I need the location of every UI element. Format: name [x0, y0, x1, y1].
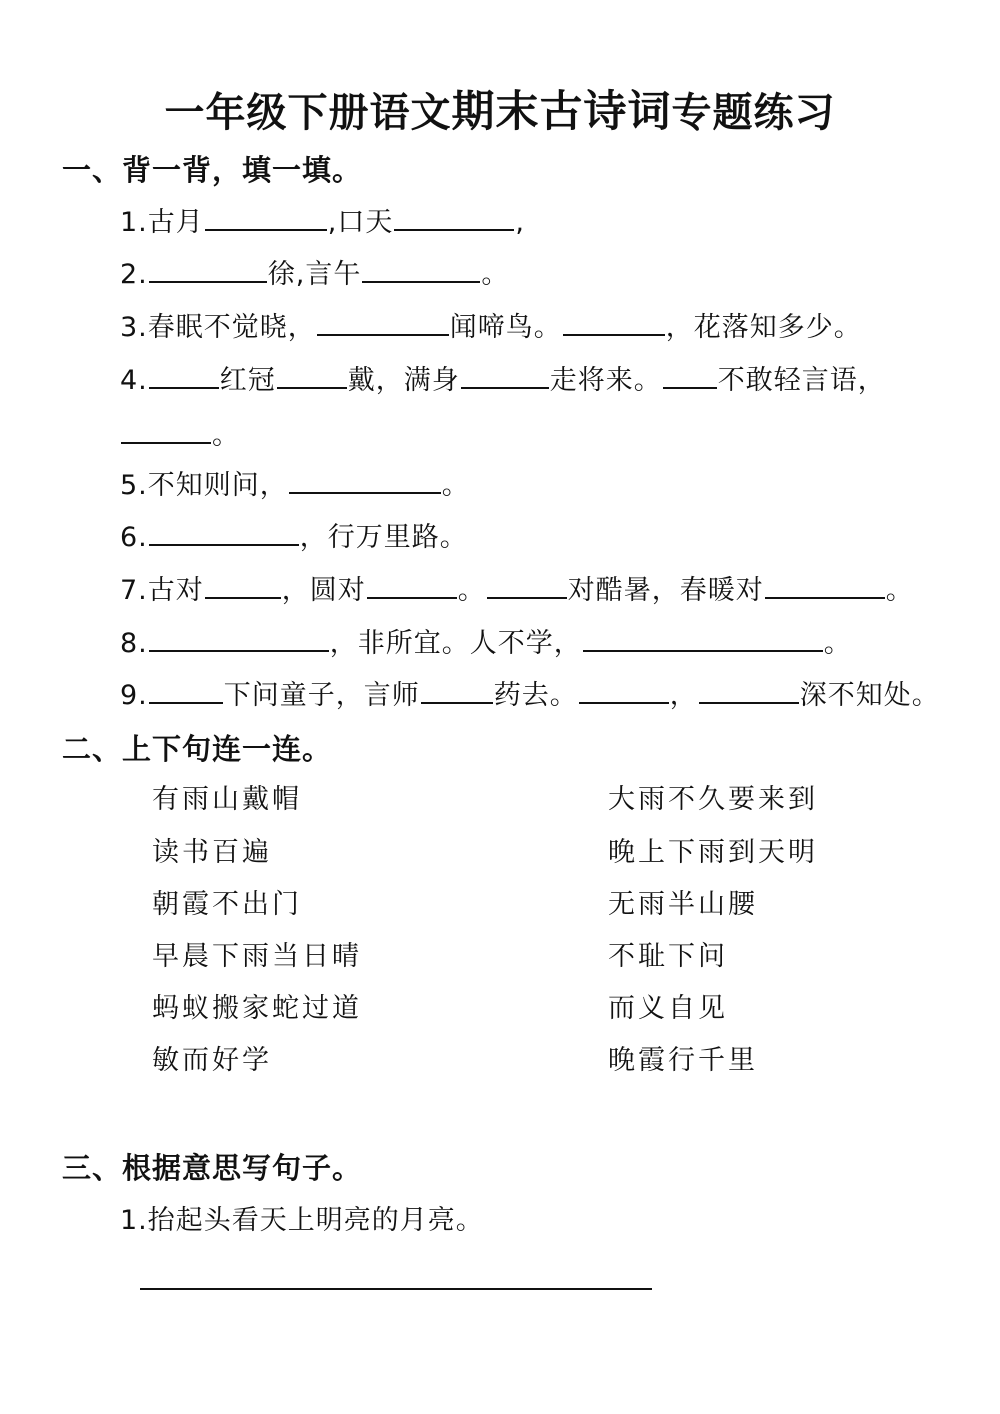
- title-part-1: 一年级下册语文: [164, 90, 452, 136]
- match-left-item[interactable]: 朝霞不出门: [152, 889, 302, 920]
- match-left-item[interactable]: 有雨山戴帽: [152, 784, 302, 815]
- title-part-3: 专题练习: [671, 90, 836, 136]
- match-left-item[interactable]: 早晨下雨当日晴: [152, 941, 362, 972]
- match-left-item[interactable]: 蚂蚁搬家蛇过道: [152, 993, 362, 1024]
- question-4-continued: 。: [120, 413, 240, 452]
- blank[interactable]: [149, 259, 267, 283]
- question-1: 1.古月 ,口天 ,: [120, 207, 525, 238]
- answer-line[interactable]: [140, 1288, 652, 1290]
- question-9: 9. 下问童子，言师 药去。 ， 深不知处。: [120, 680, 940, 711]
- blank[interactable]: [149, 365, 219, 389]
- match-left-item[interactable]: 敏而好学: [152, 1045, 272, 1076]
- blank[interactable]: [563, 312, 665, 336]
- blank[interactable]: [149, 628, 329, 652]
- blank[interactable]: [421, 680, 493, 704]
- blank[interactable]: [583, 628, 823, 652]
- blank[interactable]: [765, 575, 885, 599]
- section-1-heading: 一、背一背，填一填。: [62, 153, 363, 187]
- blank[interactable]: [289, 470, 441, 494]
- blank[interactable]: [121, 420, 211, 444]
- question-4: 4. 红冠 戴，满身 走将来。 不敢轻言语，: [120, 365, 886, 396]
- blank[interactable]: [487, 575, 567, 599]
- match-right-item[interactable]: 不耻下问: [608, 941, 728, 972]
- match-right-item[interactable]: 而义自见: [608, 993, 728, 1024]
- blank[interactable]: [394, 207, 514, 231]
- blank[interactable]: [461, 365, 549, 389]
- blank[interactable]: [367, 575, 457, 599]
- blank[interactable]: [205, 575, 281, 599]
- question-5: 5.不知则问， 。: [120, 470, 470, 501]
- match-right-item[interactable]: 晚霞行千里: [608, 1045, 758, 1076]
- question-3: 3.春眠不觉晓， 闻啼鸟。 ，花落知多少。: [120, 312, 862, 343]
- blank[interactable]: [205, 207, 327, 231]
- blank[interactable]: [699, 680, 799, 704]
- question-2: 2. 徐,言午 。: [120, 259, 510, 290]
- match-left-item[interactable]: 读书百遍: [152, 837, 272, 868]
- question-6: 6. ，行万里路。: [120, 522, 468, 553]
- title-part-2: 期末古诗词: [451, 87, 672, 137]
- blank[interactable]: [277, 365, 347, 389]
- page-title: [0, 78, 1000, 139]
- blank[interactable]: [663, 365, 717, 389]
- blank[interactable]: [149, 680, 223, 704]
- blank[interactable]: [149, 522, 299, 546]
- question-7: 7.古对 ，圆对 。 对酷暑，春暖对 。: [120, 575, 914, 606]
- match-right-item[interactable]: 晚上下雨到天明: [608, 837, 818, 868]
- blank[interactable]: [579, 680, 669, 704]
- section-3-question-1: 1.抬起头看天上明亮的月亮。: [120, 1205, 484, 1236]
- blank[interactable]: [362, 259, 480, 283]
- match-right-item[interactable]: 无雨半山腰: [608, 889, 758, 920]
- question-8: 8. ，非所宜。人不学， 。: [120, 628, 852, 659]
- blank[interactable]: [317, 312, 449, 336]
- match-right-item[interactable]: 大雨不久要来到: [608, 784, 818, 815]
- section-2-heading: 二、上下句连一连。: [62, 732, 333, 766]
- section-3-heading: 三、根据意思写句子。: [62, 1151, 363, 1185]
